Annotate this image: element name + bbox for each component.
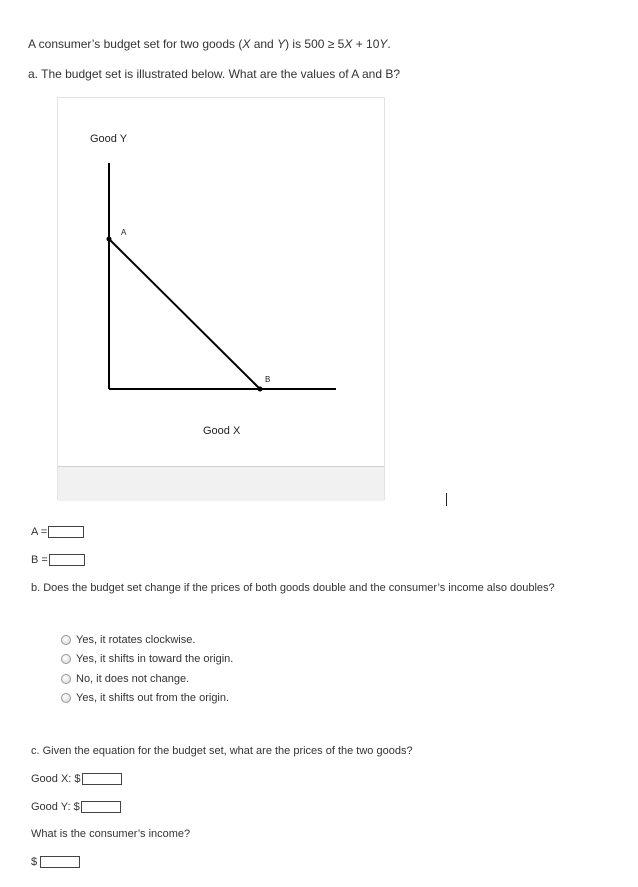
answer-a-row xyxy=(31,526,84,538)
point-a xyxy=(107,237,112,242)
point-b-label: B xyxy=(265,375,271,384)
good-x-price-label: Good X: $ xyxy=(31,773,81,785)
radio-icon[interactable] xyxy=(61,693,71,703)
budget-line xyxy=(109,239,260,389)
income-row xyxy=(31,856,80,868)
income-label: $ xyxy=(31,856,38,868)
x-axis-label: Good X xyxy=(203,425,241,437)
option-label: No, it does not change. xyxy=(76,673,190,685)
option-shifts-in[interactable] xyxy=(61,653,233,665)
income-question: What is the consumer’s income? xyxy=(31,828,191,840)
option-label: Yes, it shifts out from the origin. xyxy=(76,692,230,704)
good-y-price-label: Good Y: $ xyxy=(31,801,80,813)
answer-b-label: B = xyxy=(31,554,48,566)
radio-icon[interactable] xyxy=(61,674,71,684)
text-cursor xyxy=(446,493,447,506)
figure-footer xyxy=(58,466,384,501)
part-b-question: b. Does the budget set change if the prices of both goods double and the consumer’s income also doubles? xyxy=(31,582,555,594)
part-c-question: c. Given the equation for the budget set, what are the prices of the two goods? xyxy=(31,745,413,757)
answer-b-row xyxy=(31,554,85,566)
option-label: Yes, it shifts in toward the origin. xyxy=(76,653,234,665)
budget-set-figure xyxy=(57,97,385,500)
part-a-question: a. The budget set is illustrated below. What are the values of A and B? xyxy=(28,67,401,81)
answer-a-label: A = xyxy=(31,526,48,538)
radio-icon[interactable] xyxy=(61,654,71,664)
option-shifts-out[interactable] xyxy=(61,692,229,704)
good-x-price-row xyxy=(31,773,122,785)
income-input[interactable] xyxy=(40,856,80,868)
radio-icon[interactable] xyxy=(61,635,71,645)
budget-set-graph xyxy=(58,98,384,466)
good-y-price-input[interactable] xyxy=(81,801,121,813)
option-label: Yes, it rotates clockwise. xyxy=(76,634,196,646)
answer-b-input[interactable] xyxy=(49,554,85,566)
good-y-price-row xyxy=(31,801,121,813)
point-b xyxy=(258,387,263,392)
point-a-label: A xyxy=(121,228,127,237)
y-axis-label: Good Y xyxy=(90,133,128,145)
option-rotates-clockwise[interactable] xyxy=(61,634,195,646)
answer-a-input[interactable] xyxy=(48,526,84,538)
good-x-price-input[interactable] xyxy=(82,773,122,785)
problem-statement: A consumer’s budget set for two goods (X and Y) is 500 ≥ 5X + 10Y. xyxy=(28,37,391,51)
option-no-change[interactable] xyxy=(61,673,189,685)
